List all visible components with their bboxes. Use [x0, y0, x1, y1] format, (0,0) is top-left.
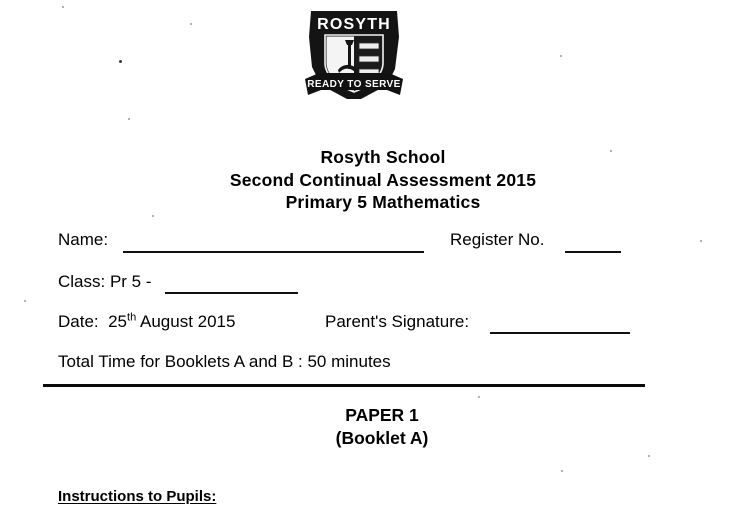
- name-input-line[interactable]: [123, 251, 424, 253]
- svg-text:READY TO SERVE: READY TO SERVE: [307, 79, 401, 90]
- booklet-label: (Booklet A): [335, 428, 429, 448]
- scan-speckle: [119, 60, 122, 63]
- scan-speckle: [128, 118, 130, 120]
- scan-speckle: [62, 6, 64, 8]
- register-no-label: Register No.: [450, 230, 545, 249]
- subject-line: Primary 5 Mathematics: [285, 192, 481, 212]
- date-day: 25: [108, 312, 128, 331]
- date-field: [58, 312, 235, 332]
- school-crest-logo: [301, 7, 407, 108]
- class-label: Class: Pr 5 -: [58, 272, 152, 291]
- scan-speckle: [24, 300, 26, 302]
- document-heading: [0, 146, 754, 214]
- svg-text:ROSYTH: ROSYTH: [317, 16, 391, 33]
- scan-speckle: [190, 23, 192, 25]
- instructions-heading: Instructions to Pupils:: [58, 488, 217, 505]
- date-month-year: August 2015: [140, 312, 236, 331]
- scan-speckle: [648, 455, 650, 457]
- parent-signature-label: Parent's Signature:: [325, 312, 470, 331]
- assessment-name-line: Second Continual Assessment 2015: [229, 169, 537, 190]
- name-label: Name:: [58, 230, 109, 249]
- scan-speckle: [700, 240, 702, 242]
- school-name-line: Rosyth School: [320, 147, 446, 167]
- total-time-text: Total Time for Booklets A and B : 50 minutes: [58, 352, 391, 371]
- date-label: Date:: [58, 312, 99, 331]
- scan-speckle: [478, 396, 480, 398]
- horizontal-divider: [43, 384, 645, 387]
- class-input-line[interactable]: [165, 292, 298, 294]
- paper-title: PAPER 1: [345, 405, 419, 425]
- register-no-input-line[interactable]: [565, 251, 621, 253]
- scan-speckle: [560, 55, 562, 57]
- paper-title-block: [0, 404, 754, 450]
- parent-signature-input-line[interactable]: [490, 332, 630, 334]
- date-ordinal-suffix: th: [127, 311, 137, 324]
- scan-speckle: [561, 470, 563, 472]
- scan-speckle: [152, 215, 154, 217]
